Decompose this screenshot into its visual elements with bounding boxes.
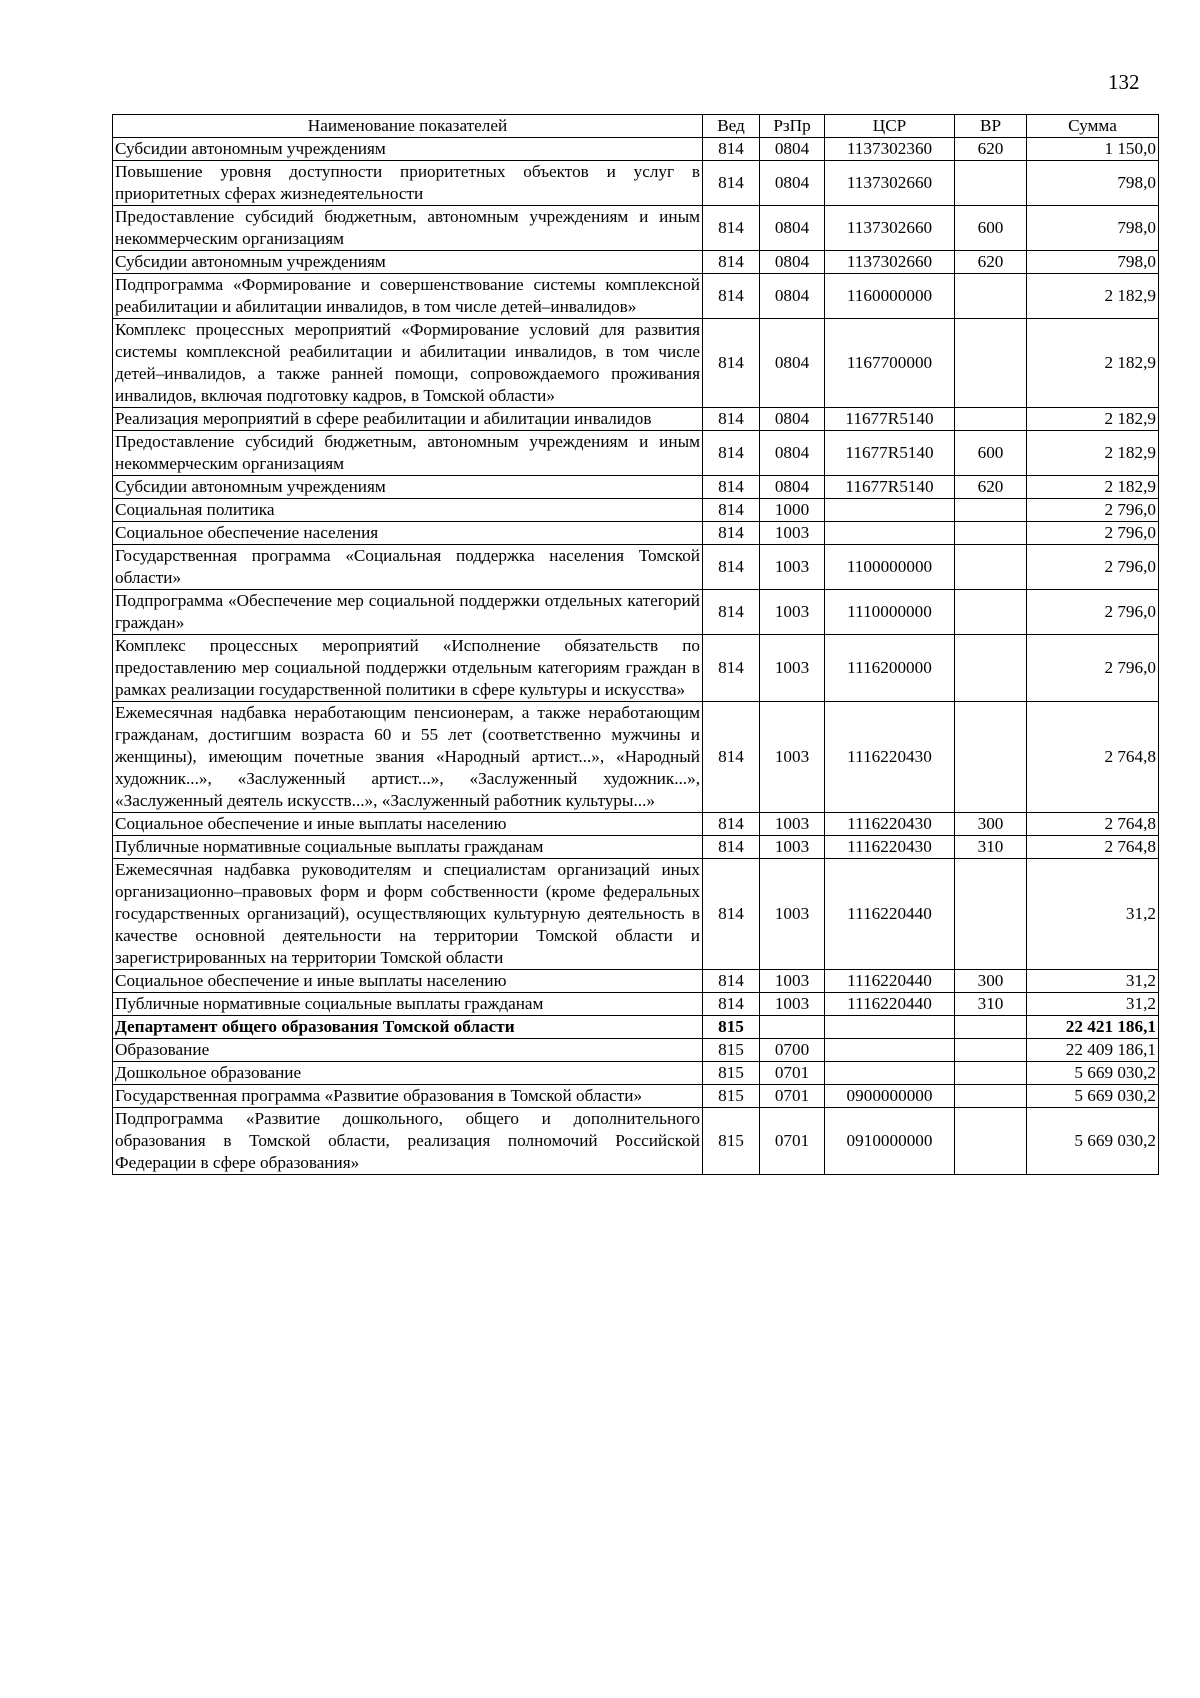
row-sum: 2 182,9	[1027, 476, 1159, 499]
header-sum: Сумма	[1027, 115, 1159, 138]
row-rzpr: 1003	[760, 702, 825, 813]
table-row	[113, 408, 1159, 431]
row-sum: 5 669 030,2	[1027, 1108, 1159, 1175]
row-rzpr: 1003	[760, 836, 825, 859]
row-csr: 11677R5140	[825, 408, 955, 431]
row-name: Департамент общего образования Томской области	[113, 1016, 703, 1039]
row-csr: 1116200000	[825, 635, 955, 702]
row-rzpr: 0701	[760, 1062, 825, 1085]
row-rzpr: 1003	[760, 522, 825, 545]
row-name: Подпрограмма «Обеспечение мер социальной поддержки отдельных категорий граждан»	[113, 590, 703, 635]
row-csr: 1116220440	[825, 970, 955, 993]
row-name: Подпрограмма «Формирование и совершенствование системы комплексной реабилитации и абилитации инвалидов, в том числе детей–инвалидов»	[113, 274, 703, 319]
row-ved: 814	[703, 161, 760, 206]
row-name: Государственная программа «Социальная поддержка населения Томской области»	[113, 545, 703, 590]
row-ved: 814	[703, 408, 760, 431]
row-ved: 815	[703, 1062, 760, 1085]
row-csr: 1160000000	[825, 274, 955, 319]
row-rzpr: 1003	[760, 545, 825, 590]
row-name: Субсидии автономным учреждениям	[113, 138, 703, 161]
row-ved: 814	[703, 702, 760, 813]
row-sum: 31,2	[1027, 970, 1159, 993]
row-ved: 814	[703, 859, 760, 970]
row-ved: 814	[703, 522, 760, 545]
row-name: Повышение уровня доступности приоритетных объектов и услуг в приоритетных сферах жизнедеятельности	[113, 161, 703, 206]
row-sum: 2 182,9	[1027, 274, 1159, 319]
row-rzpr: 1003	[760, 859, 825, 970]
row-name: Комплекс процессных мероприятий «Исполнение обязательств по предоставлению мер социальной поддержки отдельным категориям граждан в рамках реализации государственной политики в сфере культуры и искусства»	[113, 635, 703, 702]
row-name: Реализация мероприятий в сфере реабилитации и абилитации инвалидов	[113, 408, 703, 431]
header-csr: ЦСР	[825, 115, 955, 138]
row-sum: 2 796,0	[1027, 522, 1159, 545]
row-sum: 2 764,8	[1027, 702, 1159, 813]
row-ved: 814	[703, 319, 760, 408]
row-rzpr: 1003	[760, 635, 825, 702]
row-ved: 815	[703, 1016, 760, 1039]
row-name: Социальное обеспечение и иные выплаты населению	[113, 813, 703, 836]
row-ved: 814	[703, 813, 760, 836]
row-csr: 1100000000	[825, 545, 955, 590]
row-csr: 1137302660	[825, 161, 955, 206]
row-name: Комплекс процессных мероприятий «Формирование условий для развития системы комплексной реабилитации и абилитации инвалидов, в том числе детей–инвалидов, а также ранней помощи, сопровождаемого проживания инвалидов, включая подготовку кадров, в Томской области»	[113, 319, 703, 408]
row-rzpr: 0804	[760, 206, 825, 251]
table-row	[113, 545, 1159, 590]
row-rzpr: 0701	[760, 1085, 825, 1108]
row-sum: 2 796,0	[1027, 545, 1159, 590]
row-ved: 814	[703, 590, 760, 635]
row-csr	[825, 1062, 955, 1085]
row-sum: 1 150,0	[1027, 138, 1159, 161]
row-name: Субсидии автономным учреждениям	[113, 251, 703, 274]
row-name: Социальное обеспечение и иные выплаты населению	[113, 970, 703, 993]
row-ved: 814	[703, 138, 760, 161]
row-sum: 798,0	[1027, 161, 1159, 206]
row-vr	[955, 1016, 1027, 1039]
row-vr	[955, 1062, 1027, 1085]
row-sum: 31,2	[1027, 859, 1159, 970]
row-csr	[825, 1039, 955, 1062]
row-name: Государственная программа «Развитие образования в Томской области»	[113, 1085, 703, 1108]
page-number: 132	[1108, 70, 1140, 94]
row-ved: 814	[703, 836, 760, 859]
row-vr: 600	[955, 431, 1027, 476]
table-row	[113, 859, 1159, 970]
row-vr: 300	[955, 970, 1027, 993]
table-row	[113, 1108, 1159, 1175]
row-sum: 22 409 186,1	[1027, 1039, 1159, 1062]
row-ved: 814	[703, 499, 760, 522]
table-row	[113, 431, 1159, 476]
row-rzpr: 1003	[760, 590, 825, 635]
row-vr: 620	[955, 251, 1027, 274]
row-csr: 1116220440	[825, 859, 955, 970]
row-csr	[825, 522, 955, 545]
table-row	[113, 206, 1159, 251]
row-sum: 2 182,9	[1027, 319, 1159, 408]
row-sum: 5 669 030,2	[1027, 1062, 1159, 1085]
table-row	[113, 635, 1159, 702]
row-rzpr: 0804	[760, 161, 825, 206]
row-csr: 1167700000	[825, 319, 955, 408]
row-vr	[955, 274, 1027, 319]
row-rzpr: 0804	[760, 319, 825, 408]
table-row	[113, 813, 1159, 836]
table-row	[113, 274, 1159, 319]
row-sum: 22 421 186,1	[1027, 1016, 1159, 1039]
row-sum: 2 796,0	[1027, 635, 1159, 702]
row-ved: 815	[703, 1039, 760, 1062]
row-rzpr	[760, 1016, 825, 1039]
row-ved: 815	[703, 1085, 760, 1108]
row-rzpr: 0701	[760, 1108, 825, 1175]
row-csr: 1116220430	[825, 813, 955, 836]
row-sum: 798,0	[1027, 251, 1159, 274]
row-vr: 620	[955, 476, 1027, 499]
row-ved: 814	[703, 545, 760, 590]
row-ved: 814	[703, 635, 760, 702]
table-header	[113, 115, 1159, 138]
header-ved: Вед	[703, 115, 760, 138]
row-vr: 310	[955, 993, 1027, 1016]
table-row	[113, 522, 1159, 545]
row-vr: 620	[955, 138, 1027, 161]
row-vr: 600	[955, 206, 1027, 251]
row-name: Публичные нормативные социальные выплаты гражданам	[113, 836, 703, 859]
row-sum: 2 182,9	[1027, 431, 1159, 476]
table-row	[113, 1085, 1159, 1108]
table-row	[113, 590, 1159, 635]
row-sum: 2 796,0	[1027, 590, 1159, 635]
row-vr	[955, 161, 1027, 206]
row-sum: 2 796,0	[1027, 499, 1159, 522]
row-csr: 1110000000	[825, 590, 955, 635]
row-ved: 814	[703, 993, 760, 1016]
row-vr	[955, 635, 1027, 702]
row-csr: 1116220440	[825, 993, 955, 1016]
row-rzpr: 0804	[760, 476, 825, 499]
row-sum: 2 764,8	[1027, 836, 1159, 859]
table-row	[113, 836, 1159, 859]
row-csr: 0900000000	[825, 1085, 955, 1108]
row-ved: 814	[703, 251, 760, 274]
table-row	[113, 702, 1159, 813]
row-vr	[955, 1039, 1027, 1062]
row-sum: 798,0	[1027, 206, 1159, 251]
table-row	[113, 1016, 1159, 1039]
table-row	[113, 993, 1159, 1016]
row-vr	[955, 1085, 1027, 1108]
row-name: Субсидии автономным учреждениям	[113, 476, 703, 499]
table-row	[113, 319, 1159, 408]
table-row	[113, 138, 1159, 161]
row-name: Ежемесячная надбавка руководителям и специалистам организаций иных организационно–правовых форм и форм собственности (кроме федеральных государственных организаций), осуществляющих культурную деятельность в качестве основной деятельности на территории Томской области и зарегистрированных на территории Томской области	[113, 859, 703, 970]
row-csr: 11677R5140	[825, 431, 955, 476]
table-row	[113, 161, 1159, 206]
row-name: Ежемесячная надбавка неработающим пенсионерам, а также неработающим гражданам, достигшим возраста 60 и 55 лет (соответственно мужчины и женщины), имеющим почетные звания «Народный артист...», «Народный художник...», «Заслуженный артист...», «Заслуженный художник...», «Заслуженный деятель искусств...», «Заслуженный работник культуры...»	[113, 702, 703, 813]
row-rzpr: 0804	[760, 431, 825, 476]
row-ved: 814	[703, 206, 760, 251]
row-vr	[955, 408, 1027, 431]
row-name: Подпрограмма «Развитие дошкольного, общего и дополнительного образования в Томской области, реализация полномочий Российской Федерации в сфере образования»	[113, 1108, 703, 1175]
row-csr: 1137302660	[825, 251, 955, 274]
row-vr	[955, 522, 1027, 545]
table-row	[113, 1062, 1159, 1085]
row-vr	[955, 545, 1027, 590]
row-sum: 5 669 030,2	[1027, 1085, 1159, 1108]
row-name: Предоставление субсидий бюджетным, автономным учреждениям и иным некоммерческим организациям	[113, 431, 703, 476]
row-csr: 0910000000	[825, 1108, 955, 1175]
header-vr: ВР	[955, 115, 1027, 138]
row-name: Социальное обеспечение населения	[113, 522, 703, 545]
row-vr: 300	[955, 813, 1027, 836]
row-vr	[955, 1108, 1027, 1175]
row-csr: 1116220430	[825, 702, 955, 813]
row-rzpr: 0804	[760, 408, 825, 431]
row-rzpr: 1003	[760, 970, 825, 993]
row-rzpr: 1003	[760, 993, 825, 1016]
row-rzpr: 0804	[760, 138, 825, 161]
row-name: Дошкольное образование	[113, 1062, 703, 1085]
table-body	[113, 138, 1159, 1175]
row-csr	[825, 1016, 955, 1039]
row-rzpr: 0804	[760, 274, 825, 319]
row-csr: 1116220430	[825, 836, 955, 859]
table-row	[113, 251, 1159, 274]
header-rzpr: РзПр	[760, 115, 825, 138]
row-ved: 814	[703, 970, 760, 993]
row-sum: 2 764,8	[1027, 813, 1159, 836]
row-ved: 814	[703, 274, 760, 319]
row-sum: 31,2	[1027, 993, 1159, 1016]
row-vr: 310	[955, 836, 1027, 859]
row-name: Социальная политика	[113, 499, 703, 522]
budget-table	[112, 114, 1159, 1175]
row-vr	[955, 702, 1027, 813]
row-csr: 1137302360	[825, 138, 955, 161]
table-row	[113, 499, 1159, 522]
row-name: Публичные нормативные социальные выплаты гражданам	[113, 993, 703, 1016]
row-vr	[955, 590, 1027, 635]
row-rzpr: 1003	[760, 813, 825, 836]
row-name: Образование	[113, 1039, 703, 1062]
table-row	[113, 476, 1159, 499]
row-vr	[955, 859, 1027, 970]
row-vr	[955, 499, 1027, 522]
table-row	[113, 1039, 1159, 1062]
row-name: Предоставление субсидий бюджетным, автономным учреждениям и иным некоммерческим организациям	[113, 206, 703, 251]
row-ved: 814	[703, 476, 760, 499]
row-rzpr: 0804	[760, 251, 825, 274]
row-sum: 2 182,9	[1027, 408, 1159, 431]
row-rzpr: 1000	[760, 499, 825, 522]
row-csr	[825, 499, 955, 522]
row-vr	[955, 319, 1027, 408]
row-ved: 815	[703, 1108, 760, 1175]
row-ved: 814	[703, 431, 760, 476]
row-rzpr: 0700	[760, 1039, 825, 1062]
row-csr: 11677R5140	[825, 476, 955, 499]
table-row	[113, 970, 1159, 993]
header-name: Наименование показателей	[113, 115, 703, 138]
row-csr: 1137302660	[825, 206, 955, 251]
header-row	[113, 115, 1159, 138]
